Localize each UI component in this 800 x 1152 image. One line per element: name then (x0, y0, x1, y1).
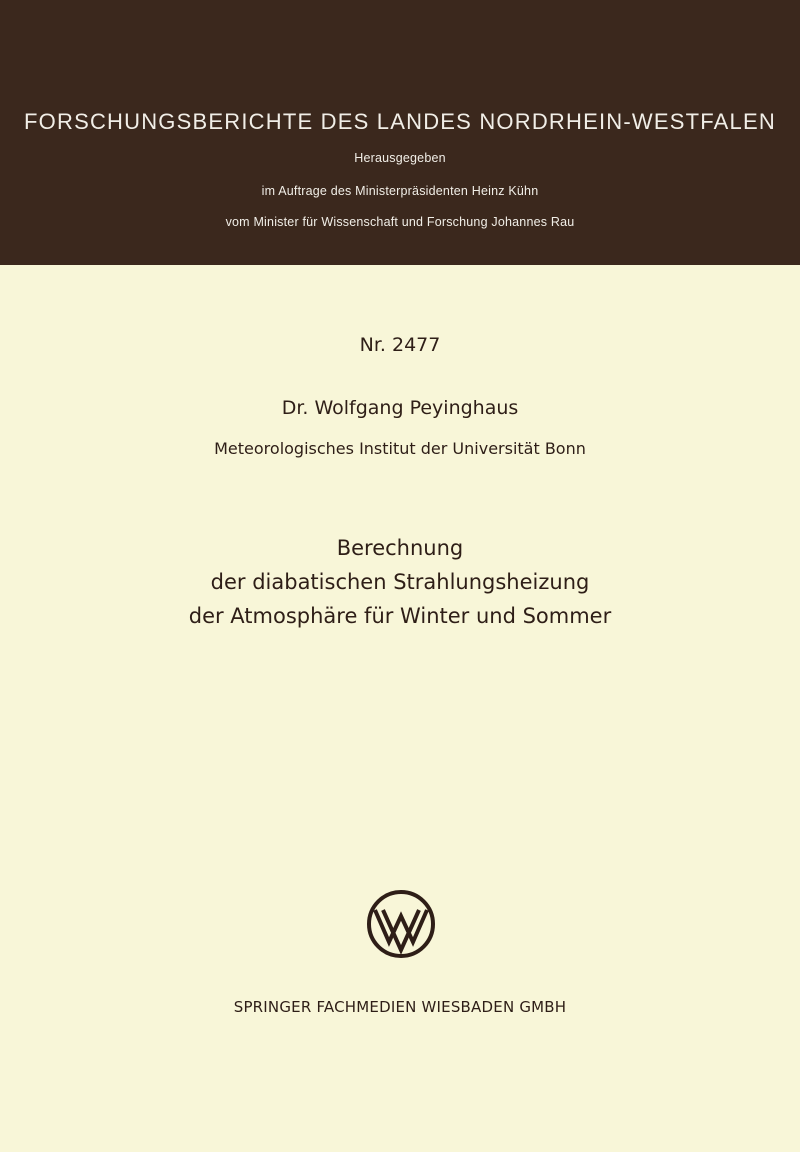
springer-vw-logo-icon (365, 888, 437, 960)
author-institute: Meteorologisches Institut der Universität Bonn (214, 439, 586, 458)
editor-commission: im Auftrage des Ministerpräsidenten Heinz Kühn (261, 184, 539, 198)
author-name: Dr. Wolfgang Peyinghaus (281, 397, 519, 419)
publisher-name: SPRINGER FACHMEDIEN WIESBADEN GMBH (233, 998, 567, 1016)
title-line-3: der Atmosphäre für Winter und Sommer (188, 604, 612, 628)
document-title (0, 531, 800, 633)
title-line-1: Berechnung (336, 536, 464, 560)
report-number: Nr. 2477 (359, 334, 441, 356)
series-header-band (0, 0, 800, 265)
editor-minister: vom Minister für Wissenschaft und Forschung Johannes Rau (225, 215, 575, 229)
title-line-2: der diabatischen Strahlungsheizung (210, 570, 590, 594)
series-title: FORSCHUNGSBERICHTE DES LANDES NORDRHEIN-WESTFALEN (24, 109, 776, 134)
editor-note: Herausgegeben (354, 151, 446, 165)
